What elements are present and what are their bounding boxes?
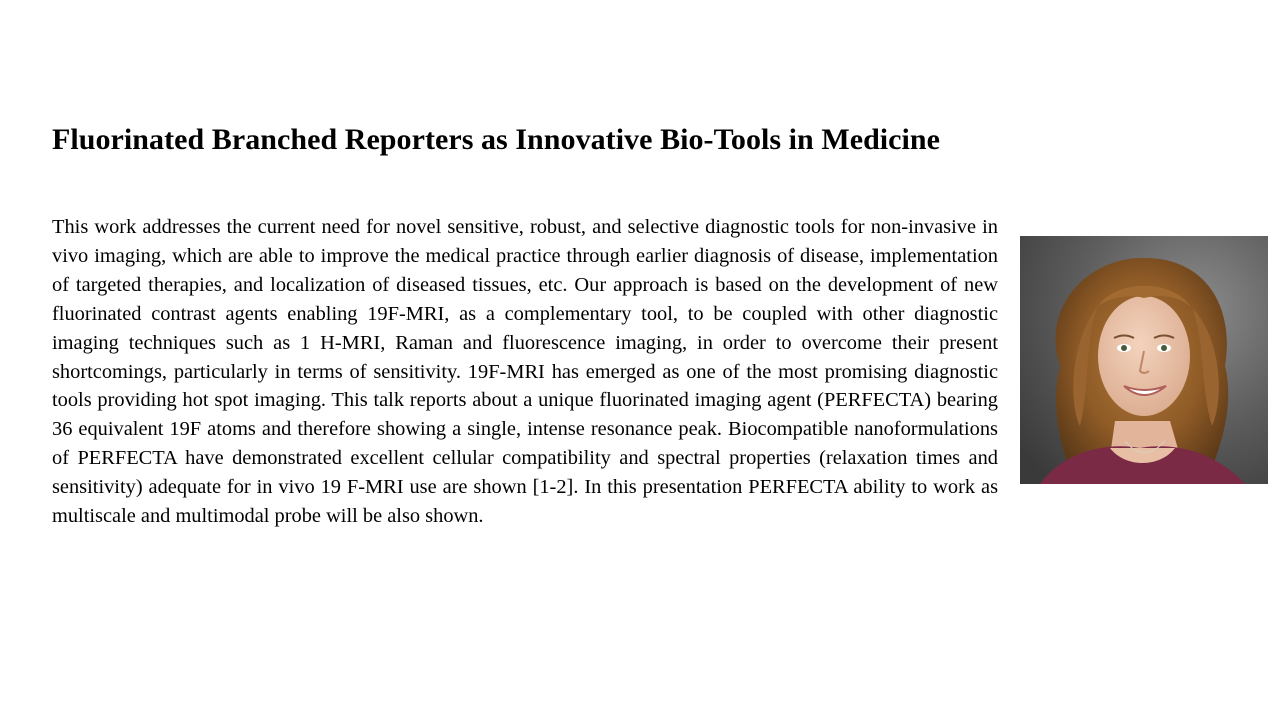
speaker-portrait-icon: [1020, 236, 1268, 484]
slide-title: Fluorinated Branched Reporters as Innovative Bio-Tools in Medicine: [52, 123, 941, 156]
speaker-photo: [1020, 236, 1268, 484]
abstract-text: This work addresses the current need for novel sensitive, robust, and selective diagnostic tools for non-invasive in vivo imaging, which are able to improve the medical practice through earlier diagnosis of disease, implementation of targeted therapies, and localization of diseased tissues, etc. Our approach is based on the development of new fluorinated contrast agents enabling 19F-MRI, as a complementary tool, to be coupled with other diagnostic imaging techniques such as 1 H-MRI, Raman and fluorescence imaging, in order to overcome their present shortcomings, particularly in terms of sensitivity. 19F-MRI has emerged as one of the most promising diagnostic tools providing hot spot imaging. This talk reports about a unique fluorinated imaging agent (PERFECTA) bearing 36 equivalent 19F atoms and therefore showing a single, intense resonance peak. Biocompatible nanoformulations of PERFECTA have demonstrated excellent cellular compatibility and spectral properties (relaxation times and sensitivity) adequate for in vivo 19 F-MRI use are shown [1-2]. In this presentation PERFECTA ability to work as multiscale and multimodal probe will be also shown.: [52, 216, 998, 528]
